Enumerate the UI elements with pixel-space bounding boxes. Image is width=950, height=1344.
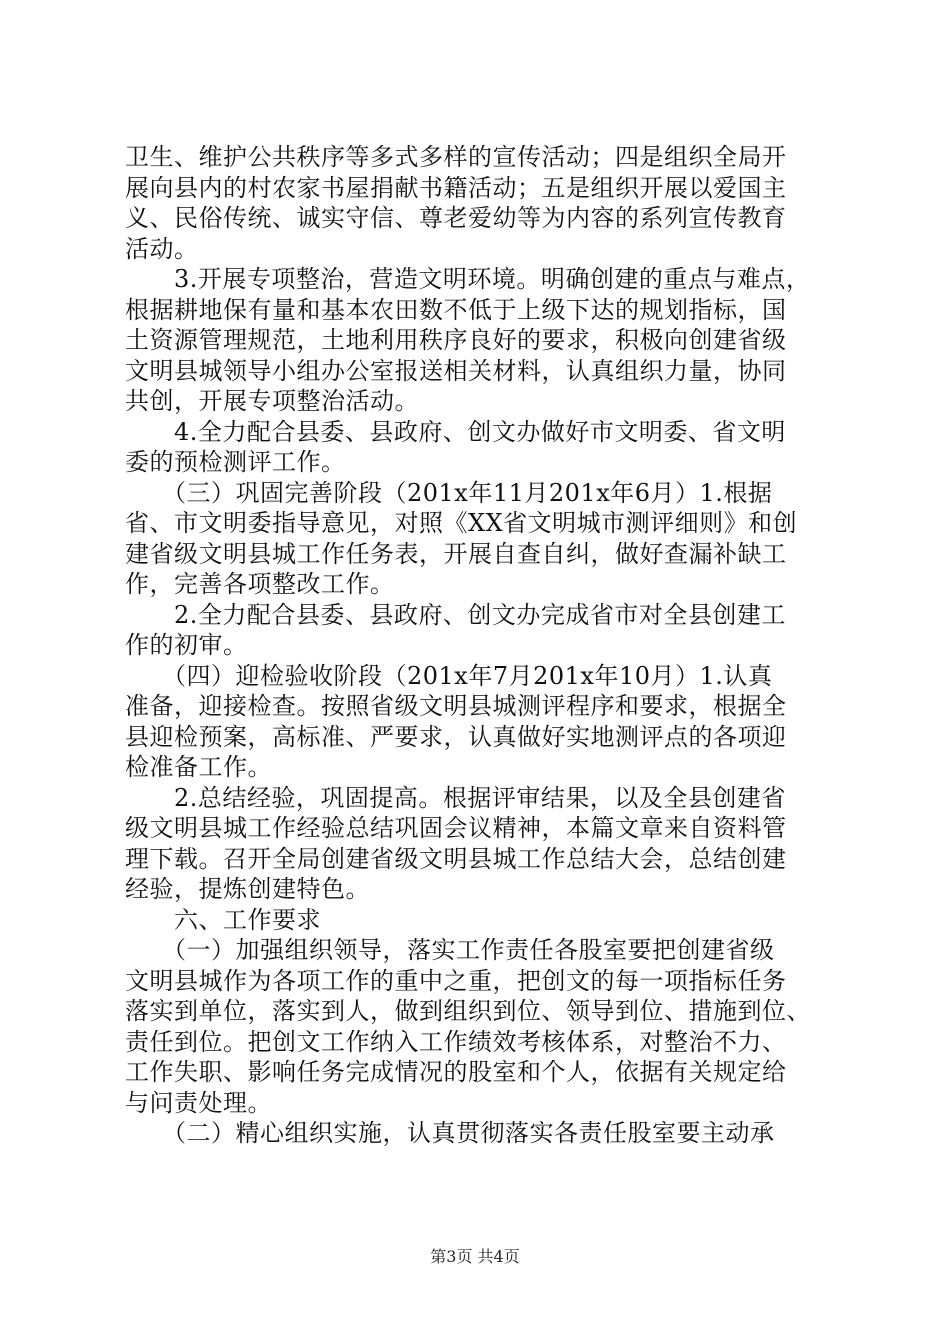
text-line: 建省级文明县城工作任务表，开展自查自纠，做好查漏补缺工	[125, 539, 787, 568]
text-line: 共创，开展专项整治活动。	[125, 387, 419, 415]
section-heading: 六、工作要求	[125, 905, 321, 934]
text-line: 4.全力配合县委、县政府、创文办做好市文明委、省文明	[125, 417, 786, 446]
text-line: 根据耕地保有量和基本农田数不低于上级下达的规划指标，国	[125, 295, 787, 324]
text-line: 经验，提炼创建特色。	[125, 875, 370, 903]
text-line: （四）迎检验收阶段（201x年7月201x年10月）1.认真	[125, 661, 773, 690]
text-line: 作的初审。	[125, 631, 248, 659]
text-line: 文明县城领导小组办公室报送相关材料，认真组织力量，协同	[125, 356, 787, 385]
text-line: 土资源管理规范，土地利用秩序良好的要求，积极向创建省级	[125, 326, 787, 354]
text-line: 委的预检测评工作。	[125, 448, 346, 476]
text-line: 2.全力配合县委、县政府、创文办完成省市对全县创建工	[125, 600, 786, 629]
document-body	[125, 142, 835, 1149]
text-line: 工作失职、影响任务完成情况的股室和个人，依据有关规定给	[125, 1058, 787, 1086]
text-line: （二）精心组织实施，认真贯彻落实各责任股室要主动承	[125, 1119, 775, 1147]
text-line: 活动。	[125, 234, 199, 263]
text-line: 卫生、维护公共秩序等多式多样的宣传活动；四是组织全局开	[125, 143, 787, 171]
text-line: （一）加强组织领导，落实工作责任各股室要把创建省级	[125, 936, 775, 964]
page-number-footer: 第3页 共4页	[430, 1247, 520, 1266]
text-line: 3.开展专项整治，营造文明环境。明确创建的重点与难点，	[125, 265, 811, 293]
text-line: 检准备工作。	[125, 753, 272, 781]
text-line: 县迎检预案，高标准、严要求，认真做好实地测评点的各项迎	[125, 722, 787, 751]
text-line: 理下载。召开全局创建省级文明县城工作总结大会，总结创建	[125, 844, 787, 873]
text-line: 文明县城作为各项工作的重中之重，把创文的每一项指标任务	[125, 966, 787, 995]
text-line: 作，完善各项整改工作。	[125, 570, 395, 598]
text-line: 义、民俗传统、诚实守信、尊老爱幼等为内容的系列宣传教育	[125, 204, 787, 232]
text-line: 落实到单位，落实到人，做到组织到位、领导到位、措施到位、	[125, 997, 811, 1025]
text-line: 2.总结经验，巩固提高。根据评审结果，以及全县创建省	[125, 783, 786, 812]
text-line: 省、市文明委指导意见，对照《XX省文明城市测评细则》和创	[125, 509, 798, 537]
text-line: （三）巩固完善阶段（201x年11月201x年6月）1.根据	[125, 478, 773, 507]
text-line: 与问责处理。	[125, 1088, 272, 1117]
text-line: 责任到位。把创文工作纳入工作绩效考核体系，对整治不力、	[125, 1027, 787, 1056]
text-line: 准备，迎接检查。按照省级文明县城测评程序和要求，根据全	[125, 692, 787, 720]
text-line: 级文明县城工作经验总结巩固会议精神，本篇文章来自资料管	[125, 814, 787, 842]
text-line: 展向县内的村农家书屋捐献书籍活动；五是组织开展以爱国主	[125, 173, 787, 202]
